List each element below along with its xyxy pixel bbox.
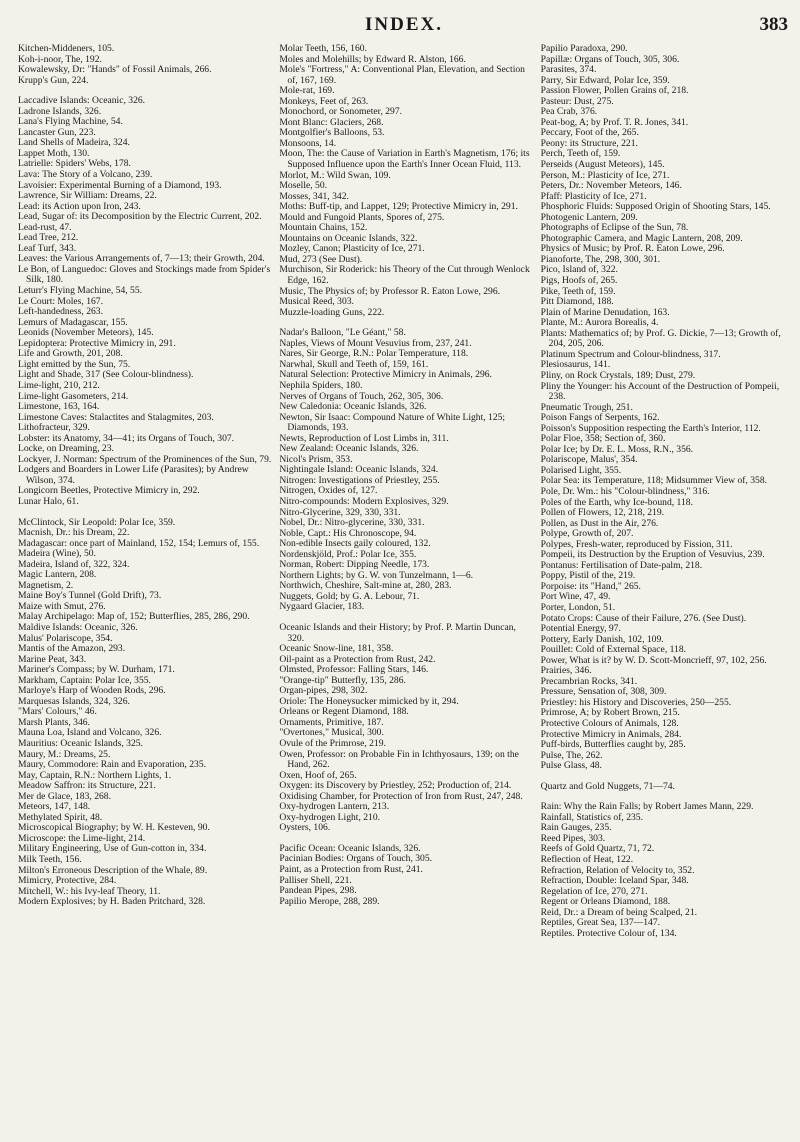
index-entry: Oysters, 106. (279, 822, 331, 834)
index-entry: Reed Pipes, 303. (540, 832, 606, 844)
index-entry: Malay Archipelago: Map of, 152; Butterflies, 285, 286, 290. (18, 611, 250, 623)
index-entry: Meteors, 147, 148. (18, 801, 91, 813)
index-entry: Protective Colours of Animals, 128. (540, 718, 679, 729)
index-entry: Lava: The Story of a Volcano, 239. (18, 169, 153, 181)
index-entry: Lavoisier: Experimental Burning of a Diamond, 193. (18, 179, 222, 191)
index-entry: Polypes, Fresh-water, reproduced by Fission, 311. (540, 538, 733, 550)
index-entry: Nitro-Glycerine, 329, 330, 331. (279, 506, 401, 518)
index-entry: Pressure, Sensation of, 308, 309. (540, 686, 667, 698)
page-title: INDEX. (365, 14, 443, 35)
index-entry: Nares, Sir George, R.N.: Polar Temperature, 118. (279, 348, 469, 360)
index-entry: Pacific Ocean: Oceanic Islands, 326. (279, 842, 421, 854)
index-entry: Port Wine, 47, 49. (540, 591, 611, 603)
index-entry: Pneumatic Trough, 251. (540, 401, 633, 413)
index-entry: Monsoons, 14. (279, 137, 337, 149)
index-entry: Nightingale Island: Oceanic Islands, 324. (279, 464, 439, 476)
index-entry: Lemurs of Madagascar, 155. (18, 316, 128, 328)
index-entry: Photogenic Lantern, 209. (540, 211, 638, 223)
index-entry: Peat-bog, A; by Prof. T. R. Jones, 341. (540, 116, 689, 128)
index-entry: Precambrian Rocks, 341. (540, 675, 638, 687)
index-entry: Ornaments, Primitive, 187. (279, 716, 384, 728)
index-entry: Lime-light Gasometers, 214. (18, 390, 129, 402)
index-entry: Nitrogen, Oxides of, 127. (279, 485, 378, 497)
index-entry: Plain of Marine Denudation, 163. (540, 306, 670, 318)
index-entry: Mosses, 341, 342. (279, 190, 349, 202)
index-entry: Potato Crops: Cause of their Failure, 276. (See Dust). (540, 612, 747, 624)
index-entry: Moon, The: the Cause of Variation in Earth's Magnetism, 176; its Supposed Influence upon the Earth's Inner Ocean Fluid, 113. (279, 148, 530, 171)
index-entry: Lana's Flying Machine, 54. (18, 116, 123, 128)
index-entry: Passion Flower, Pollen Grains of, 218. (540, 85, 689, 97)
index-entry: Organ-pipes, 298, 302. (279, 685, 368, 697)
index-entry: Lancaster Gun, 223. (18, 126, 96, 138)
index-entry: Life and Growth, 201, 208. (18, 348, 123, 360)
index-entry: Madagascar: once part of Mainland, 152, 154; Lemurs of, 155. (18, 537, 260, 549)
index-entry: Mole-rat, 169. (279, 85, 335, 97)
index-entry: Polar Floe, 358; Section of, 360. (540, 433, 666, 445)
index-entry: Laccadive Islands: Oceanic, 326. (18, 95, 146, 107)
index-entry: Natural Selection: Protective Mimicry in Animals, 296. (279, 369, 492, 381)
index-entry: Kitchen-Middeners, 105. (18, 44, 115, 54)
index-entry: Lead-rust, 47. (18, 221, 72, 233)
index-entry: Madeira, Island of, 322, 324. (18, 558, 130, 570)
index-entry: Refraction, Double: Iceland Spar, 348. (540, 875, 689, 887)
index-entry: Pollen, as Dust in the Air, 276. (540, 517, 659, 529)
index-entry: Moths: Buff-tip, and Lappet, 129; Protective Mimicry in, 291. (279, 201, 518, 213)
index-entry: Le Bon, of Languedoc: Gloves and Stockings made from Spider's Silk, 180. (18, 263, 271, 286)
index-entry: Reflection of Heat, 122. (540, 854, 634, 866)
index-entry: Polariscope, Malus', 354. (540, 454, 638, 466)
index-column-left (18, 44, 271, 1136)
index-entry: Pianoforte, The, 298, 300, 301. (540, 253, 661, 265)
index-entry: Morlot, M.: Wild Swan, 109. (279, 169, 391, 181)
index-entry: Photographs of Eclipse of the Sun, 78. (540, 222, 689, 234)
index-entry: Pole, Dr. Wm.: his "Colour-blindness," 316. (540, 485, 710, 497)
index-entry: Leturr's Flying Machine, 54, 55. (18, 285, 143, 297)
index-entry: Milk Teeth, 156. (18, 854, 82, 866)
index-entry: Marloye's Harp of Wooden Rods, 296. (18, 685, 166, 697)
index-entry: Mimicry, Protective, 284. (18, 875, 117, 887)
index-entry: Light and Shade, 317 (See Colour-blindness). (18, 369, 194, 381)
index-entry: Lime-light, 210, 212. (18, 379, 100, 391)
index-entry: Primrose, A; by Robert Brown, 215. (540, 707, 680, 719)
index-entry: Mer de Glace, 183, 268. (18, 790, 111, 802)
index-entry: Maury, M.: Dreams, 25. (18, 748, 111, 760)
index-entry: Marsh Plants, 346. (18, 716, 90, 728)
index-entry: Lead, Sugar of: its Decomposition by the Electric Current, 202. (18, 211, 262, 223)
index-entry: Land Shells of Madeira, 324. (18, 137, 130, 149)
index-entry: Polar Sea: its Temperature, 118; Midsummer View of, 358. (540, 475, 768, 487)
index-entry: Mozley, Canon; Plasticity of Ice, 271. (279, 243, 425, 255)
index-entry: Pico, Island of, 322. (540, 264, 618, 276)
index-entry: Lockyer, J. Norman: Spectrum of the Prominences of the Sun, 79. (18, 453, 272, 465)
index-entry: Leaf Turf, 343. (18, 242, 77, 254)
index-column-middle (279, 44, 532, 1136)
index-entry: Ladrone Islands, 326. (18, 105, 102, 117)
index-entry: Maine Boy's Tunnel (Gold Drift), 73. (18, 590, 162, 602)
index-entry: Reid, Dr.: a Dream of being Scalped, 21. (540, 906, 698, 918)
index-entry: Peccary, Foot of the, 265. (540, 127, 639, 139)
index-entry: Owen, Professor: on Probable Fin in Ichthyosaurs, 139; on the Hand, 262. (279, 748, 519, 771)
index-entry: "Orange-tip" Butterfly, 135, 286. (279, 674, 406, 686)
index-entry: Pollen of Flowers, 12, 218, 219. (540, 507, 665, 519)
page-number: 383 (759, 14, 788, 35)
index-entry: Orleans or Regent Diamond, 188. (279, 706, 409, 718)
index-entry: Magnetism, 2. (18, 579, 74, 591)
index-entry: Power, What is it? by W. D. Scott-Moncrieff, 97, 102, 256. (540, 654, 767, 666)
index-entry: Nuggets, Gold; by G. A. Lebour, 71. (279, 590, 420, 602)
index-entry: Ovule of the Primrose, 219. (279, 738, 386, 749)
index-entry: Non-edible Insects gaily coloured, 132. (279, 538, 431, 550)
index-entry: Rain: Why the Rain Falls; by Robert James Mann, 229. (540, 801, 754, 813)
index-entry: Newts, Reproduction of Lost Limbs in, 311. (279, 432, 449, 444)
index-entry: Marine Peat, 343. (18, 653, 87, 665)
index-entry: Pike, Teeth of, 159. (540, 285, 616, 297)
index-entry: Lobster: its Anatomy, 34—41; its Organs of Touch, 307. (18, 432, 235, 444)
index-entry: Refraction, Relation of Velocity to, 352. (540, 864, 695, 876)
index-entry: Nobel, Dr.: Nitro-glycerine, 330, 331. (279, 517, 425, 529)
index-entry: Krupp's Gun, 224. (18, 74, 89, 86)
index-entry: Light emitted by the Sun, 75. (18, 358, 131, 370)
index-entry: Rain Gauges, 235. (540, 822, 612, 834)
index-entry: Kowalewsky, Dr: "Hands" of Fossil Animals, 266. (18, 64, 212, 76)
index-entry: Peters, Dr.: November Meteors, 146. (540, 180, 682, 192)
index-entry: Porter, London, 51. (540, 601, 616, 613)
index-entry: Oxy-hydrogen Lantern, 213. (279, 801, 390, 813)
index-entry: Poison Fangs of Serpents, 162. (540, 412, 660, 424)
index-entry: Puff-birds, Butterflies caught by, 285. (540, 739, 686, 751)
index-entry: Lithofracteur, 329. (18, 422, 90, 434)
index-entry: May, Captain, R.N.: Northern Lights, 1. (18, 769, 172, 781)
index-entry: Limestone, 163, 164. (18, 401, 100, 413)
index-entry: Norman, Robert: Dipping Needle, 173. (279, 559, 430, 571)
index-entry: Mountains on Oceanic Islands, 322. (279, 232, 418, 244)
index-entry: Peony: its Structure, 221. (540, 137, 638, 149)
index-entry: Pacinian Bodies: Organs of Touch, 305. (279, 853, 433, 865)
index-column-right (541, 44, 794, 1136)
index-entry: Lawrence, Sir William: Dreams, 22. (18, 190, 157, 202)
index-entry: Nephila Spiders, 180. (279, 379, 363, 391)
index-entry: Reefs of Gold Quartz, 71, 72. (540, 843, 655, 855)
index-entry: Murchison, Sir Roderick: his Theory of the Cut through Wenlock Edge, 162. (279, 264, 530, 287)
index-entry: Plants: Mathematics of; by Prof. G. Dickie, 7—13; Growth of, 204, 205, 206. (540, 327, 781, 350)
index-entry: Potential Energy, 97. (540, 623, 621, 635)
index-entry: Modern Explosives; by H. Baden Pritchard, 328. (18, 896, 206, 908)
index-entry: Polarised Light, 355. (540, 464, 622, 476)
index-entry: Left-handedness, 263. (18, 306, 103, 318)
index-entry: Pontanus: Fertilisation of Date-palm, 218. (540, 559, 703, 571)
index-entry: Poisson's Supposition respecting the Earth's Interior, 112. (540, 422, 761, 434)
index-entry: Molar Teeth, 156, 160. (279, 44, 367, 54)
index-entry: "Mars' Colours," 46. (18, 706, 97, 718)
index-entry: Person, M.: Plasticity of Ice, 271. (540, 169, 670, 181)
index-entry: Microscopical Biography; by W. H. Kesteven, 90. (18, 822, 210, 834)
index-entry: Latrielle: Spiders' Webs, 178. (18, 158, 131, 170)
index-entry: Locke, on Dreaming, 23. (18, 443, 114, 455)
page-header (20, 14, 788, 38)
index-entry: Oxy-hydrogen Light, 210. (279, 811, 381, 823)
index-entry: Monkeys, Feet of, 263. (279, 95, 369, 107)
index-entry: Lodgers and Boarders in Lower Life (Parasites); by Andrew Wilson, 374. (18, 464, 249, 486)
index-entry: Nygaard Glacier, 183. (279, 601, 365, 613)
index-entry: Plante, M.: Aurora Borealis, 4. (540, 317, 659, 329)
index-entry: Pulse, The, 262. (540, 749, 603, 761)
index-entry: Nitro-compounds: Modern Explosives, 329. (279, 495, 449, 507)
index-entry: Pandean Pipes, 298. (279, 885, 357, 897)
index-entry: Regelation of Ice, 270, 271. (540, 885, 648, 897)
index-entry: Olmsted, Professor: Falling Stars, 146. (279, 664, 429, 676)
index-entry: Pottery, Early Danish, 102, 109. (540, 633, 664, 645)
index-entry: Maize with Smut, 276. (18, 600, 106, 612)
index-entry: Mole's "Fortress," A: Conventional Plan, Elevation, and Section of, 167, 169. (279, 64, 525, 86)
index-entry: McClintock, Sir Leopold: Polar Ice, 359. (18, 516, 176, 528)
index-entry: Musical Reed, 303. (279, 296, 354, 308)
index-entry: Polar Ice; by Dr. E. L. Moss, R.N., 356. (540, 443, 694, 455)
index-entry: Oxen, Hoof of, 265. (279, 769, 357, 781)
index-entry: Northwich, Cheshire, Salt-mine at, 280, 283. (279, 580, 452, 592)
index-entry: Mould and Fungoid Plants, Spores of, 275. (279, 211, 445, 223)
index-entry: "Overtones," Musical, 300. (279, 727, 384, 739)
index-entry: Lepidoptera: Protective Mimicry in, 291. (18, 337, 176, 349)
index-entry: Mauna Loa, Island and Volcano, 326. (18, 727, 162, 739)
index-entry: Mitchell, W.: his Ivy-leaf Theory, 11. (18, 885, 161, 897)
index-entry: Papilio Paradoxa, 290. (540, 44, 628, 54)
index-entry: Longicorn Beetles, Protective Mimicry in, 292. (18, 485, 200, 497)
index-entry: Reptiles, Great Sea, 137—147. (540, 917, 661, 929)
index-entry: Monochord, or Sonometer, 297. (279, 106, 403, 118)
index-entry: Papillæ: Organs of Touch, 305, 306. (540, 53, 680, 65)
index-entry: Milton's Erroneous Description of the Whale, 89. (18, 864, 208, 876)
index-entry: Maury, Commodore: Rain and Evaporation, 235. (18, 759, 207, 771)
index-entry: Palliser Shell, 221. (279, 874, 352, 886)
index-entry: Noble, Capt.: His Chronoscope, 94. (279, 527, 417, 539)
index-entry: Microscope: the Lime-light, 214. (18, 832, 146, 844)
index-entry: Mountain Chains, 152. (279, 222, 368, 234)
index-entry: Poppy, Pistil of the, 219. (540, 570, 636, 582)
index-entry: Perseids (August Meteors), 145. (540, 159, 665, 171)
index-entry: Pitt Diamond, 188. (540, 296, 614, 308)
index-entry: Porpoise: its "Hand," 265. (540, 580, 641, 592)
index-entry: Pfaff: Plasticity of Ice, 271. (540, 190, 647, 202)
index-entry: Oriole: The Honeysucker mimicked by it, 294. (279, 695, 459, 707)
index-entry: Lappet Moth, 130. (18, 147, 90, 159)
index-entry: Leaves: the Various Arrangements of, 7—13; their Growth, 204. (18, 253, 265, 265)
index-entry: Montgolfier's Balloons, 53. (279, 127, 385, 139)
index-entry: Oxidising Chamber, for Protection of Iron from Rust, 247, 248. (279, 790, 523, 802)
index-entry: Pliny the Younger: his Account of the Destruction of Pompeii, 238. (540, 380, 780, 403)
index-entry: Protective Mimicry in Animals, 284. (540, 728, 682, 740)
index-entry: Northern Lights; by G. W. von Tunzelmann, 1—6. (279, 569, 474, 581)
index-entry: Polype, Growth of, 207. (540, 528, 634, 540)
index-entry: New Zealand: Oceanic Islands, 326. (279, 443, 419, 455)
index-entry: Photographic Camera, and Magic Lantern, 208, 209. (540, 232, 743, 244)
index-entry: Nerves of Organs of Touch, 262, 305, 306. (279, 390, 444, 402)
index-entry: Pasteur: Dust, 275. (540, 95, 614, 107)
index-entry: Lead Tree, 212. (18, 232, 79, 244)
index-entry: Nitrogen: Investigations of Priestley, 255. (279, 474, 440, 486)
index-entry: Paint, as a Protection from Rust, 241. (279, 864, 423, 876)
index-entry: Maldive Islands: Oceanic, 326. (18, 621, 138, 633)
index-columns (18, 44, 794, 1136)
index-entry: Markham, Captain: Polar Ice, 355. (18, 674, 151, 686)
index-entry: Nadar's Balloon, "Le Géant," 58. (279, 327, 406, 339)
index-entry: Prairies, 346. (540, 665, 592, 677)
index-entry: Newton, Sir Isaac: Compound Nature of White Light, 125; Diamonds, 193. (279, 411, 506, 434)
index-entry: Papilio Merope, 288, 289. (279, 895, 380, 907)
index-entry: Physics of Music; by Prof. R. Eaton Lowe, 296. (540, 243, 725, 255)
index-entry: Plesiosaurus, 141. (540, 359, 611, 371)
index-entry: Meadow Saffron: its Structure, 221. (18, 780, 156, 792)
index-entry: Quartz and Gold Nuggets, 71—74. (540, 780, 675, 792)
index-entry: Oceanic Snow-line, 181, 358. (279, 643, 394, 655)
index-entry: Mont Blanc: Glaciers, 268. (279, 116, 384, 128)
index-entry: Marquesas Islands, 324, 326. (18, 695, 130, 707)
index-entry: Madeira (Wine), 50. (18, 548, 96, 560)
index-entry: Music, The Physics of; by Professor R. Eaton Lowe, 296. (279, 285, 501, 297)
index-entry: Moles and Molehills; by Edward R. Alston, 166. (279, 53, 466, 65)
index-entry: Mud, 273 (See Dust). (279, 253, 363, 265)
index-entry: Phosphoric Fluids: Supposed Origin of Shooting Stars, 145. (540, 201, 771, 213)
index-entry: Regent or Orleans Diamond, 188. (540, 896, 671, 908)
index-entry: Pompeii, its Destruction by the Eruption of Vesuvius, 239. (540, 549, 765, 561)
index-entry: Pliny, on Rock Crystals, 189; Dust, 279. (540, 369, 696, 381)
index-entry: Reptiles. Protective Colour of, 134. (540, 927, 677, 939)
index-entry: Pigs, Hoofs of, 265. (540, 275, 618, 287)
index-entry: Nordenskjöld, Prof.: Polar Ice, 355. (279, 548, 417, 560)
index-entry: Nicol's Prism, 353. (279, 453, 353, 465)
index-entry: Limestone Caves: Stalactites and Stalagmites, 203. (18, 411, 214, 423)
index-entry: Le Court: Moles, 167. (18, 295, 104, 307)
index-entry: Oceanic Islands and their History; by Prof. P. Martin Duncan, 320. (279, 621, 516, 644)
index-entry: Pouillet: Cold of External Space, 118. (540, 644, 687, 656)
index-entry: Pea Crab, 376. (540, 106, 598, 118)
index-entry: Muzzle-loading Guns, 222. (279, 306, 385, 318)
index-entry: Perch, Teeth of, 159. (540, 148, 621, 160)
index-entry: Pulse Glass, 48. (540, 760, 602, 772)
index-entry: Parasites, 374. (540, 64, 597, 76)
index-entry: New Caledonia: Oceanic Islands, 326. (279, 401, 427, 413)
index-entry: Lead: its Action upon Iron, 243. (18, 200, 141, 212)
index-entry: Naples, Views of Mount Vesuvius from, 237, 241. (279, 337, 472, 349)
index-entry: Rainfall, Statistics of, 235. (540, 811, 643, 823)
index-entry: Narwhal, Skull and Teeth of, 159, 161. (279, 358, 429, 370)
index-entry: Oxygen: its Discovery by Priestley, 252; Production of, 214. (279, 780, 512, 792)
index-entry: Mantis of the Amazon, 293. (18, 643, 126, 655)
index-entry: Magic Lantern, 208. (18, 569, 97, 581)
index-entry: Oil-paint as a Protection from Rust, 242. (279, 653, 436, 665)
index-entry: Moselle, 50. (279, 180, 328, 192)
index-entry: Poles of the Earth, why Ice-bound, 118. (540, 496, 693, 508)
index-entry: Parry, Sir Edward, Polar Ice, 359. (540, 74, 670, 86)
index-entry: Military Engineering, Use of Gun-cotton in, 334. (18, 843, 207, 855)
index-entry: Methylated Spirit, 48. (18, 811, 103, 823)
index-entry: Leonids (November Meteors), 145. (18, 327, 154, 339)
index-entry: Koh-i-noor, The, 192. (18, 53, 102, 65)
index-entry: Mauritius: Oceanic Islands, 325. (18, 738, 143, 749)
index-entry: Macnish, Dr.: his Dream, 22. (18, 527, 130, 539)
index-entry: Malus' Polariscope, 354. (18, 632, 113, 644)
index-entry: Platinum Spectrum and Colour-blindness, 317. (540, 348, 721, 360)
index-entry: Lunar Halo, 61. (18, 495, 79, 507)
index-entry: Priestley: his History and Discoveries, 250—255. (540, 696, 732, 708)
index-entry: Mariner's Compass; by W. Durham, 171. (18, 664, 175, 676)
